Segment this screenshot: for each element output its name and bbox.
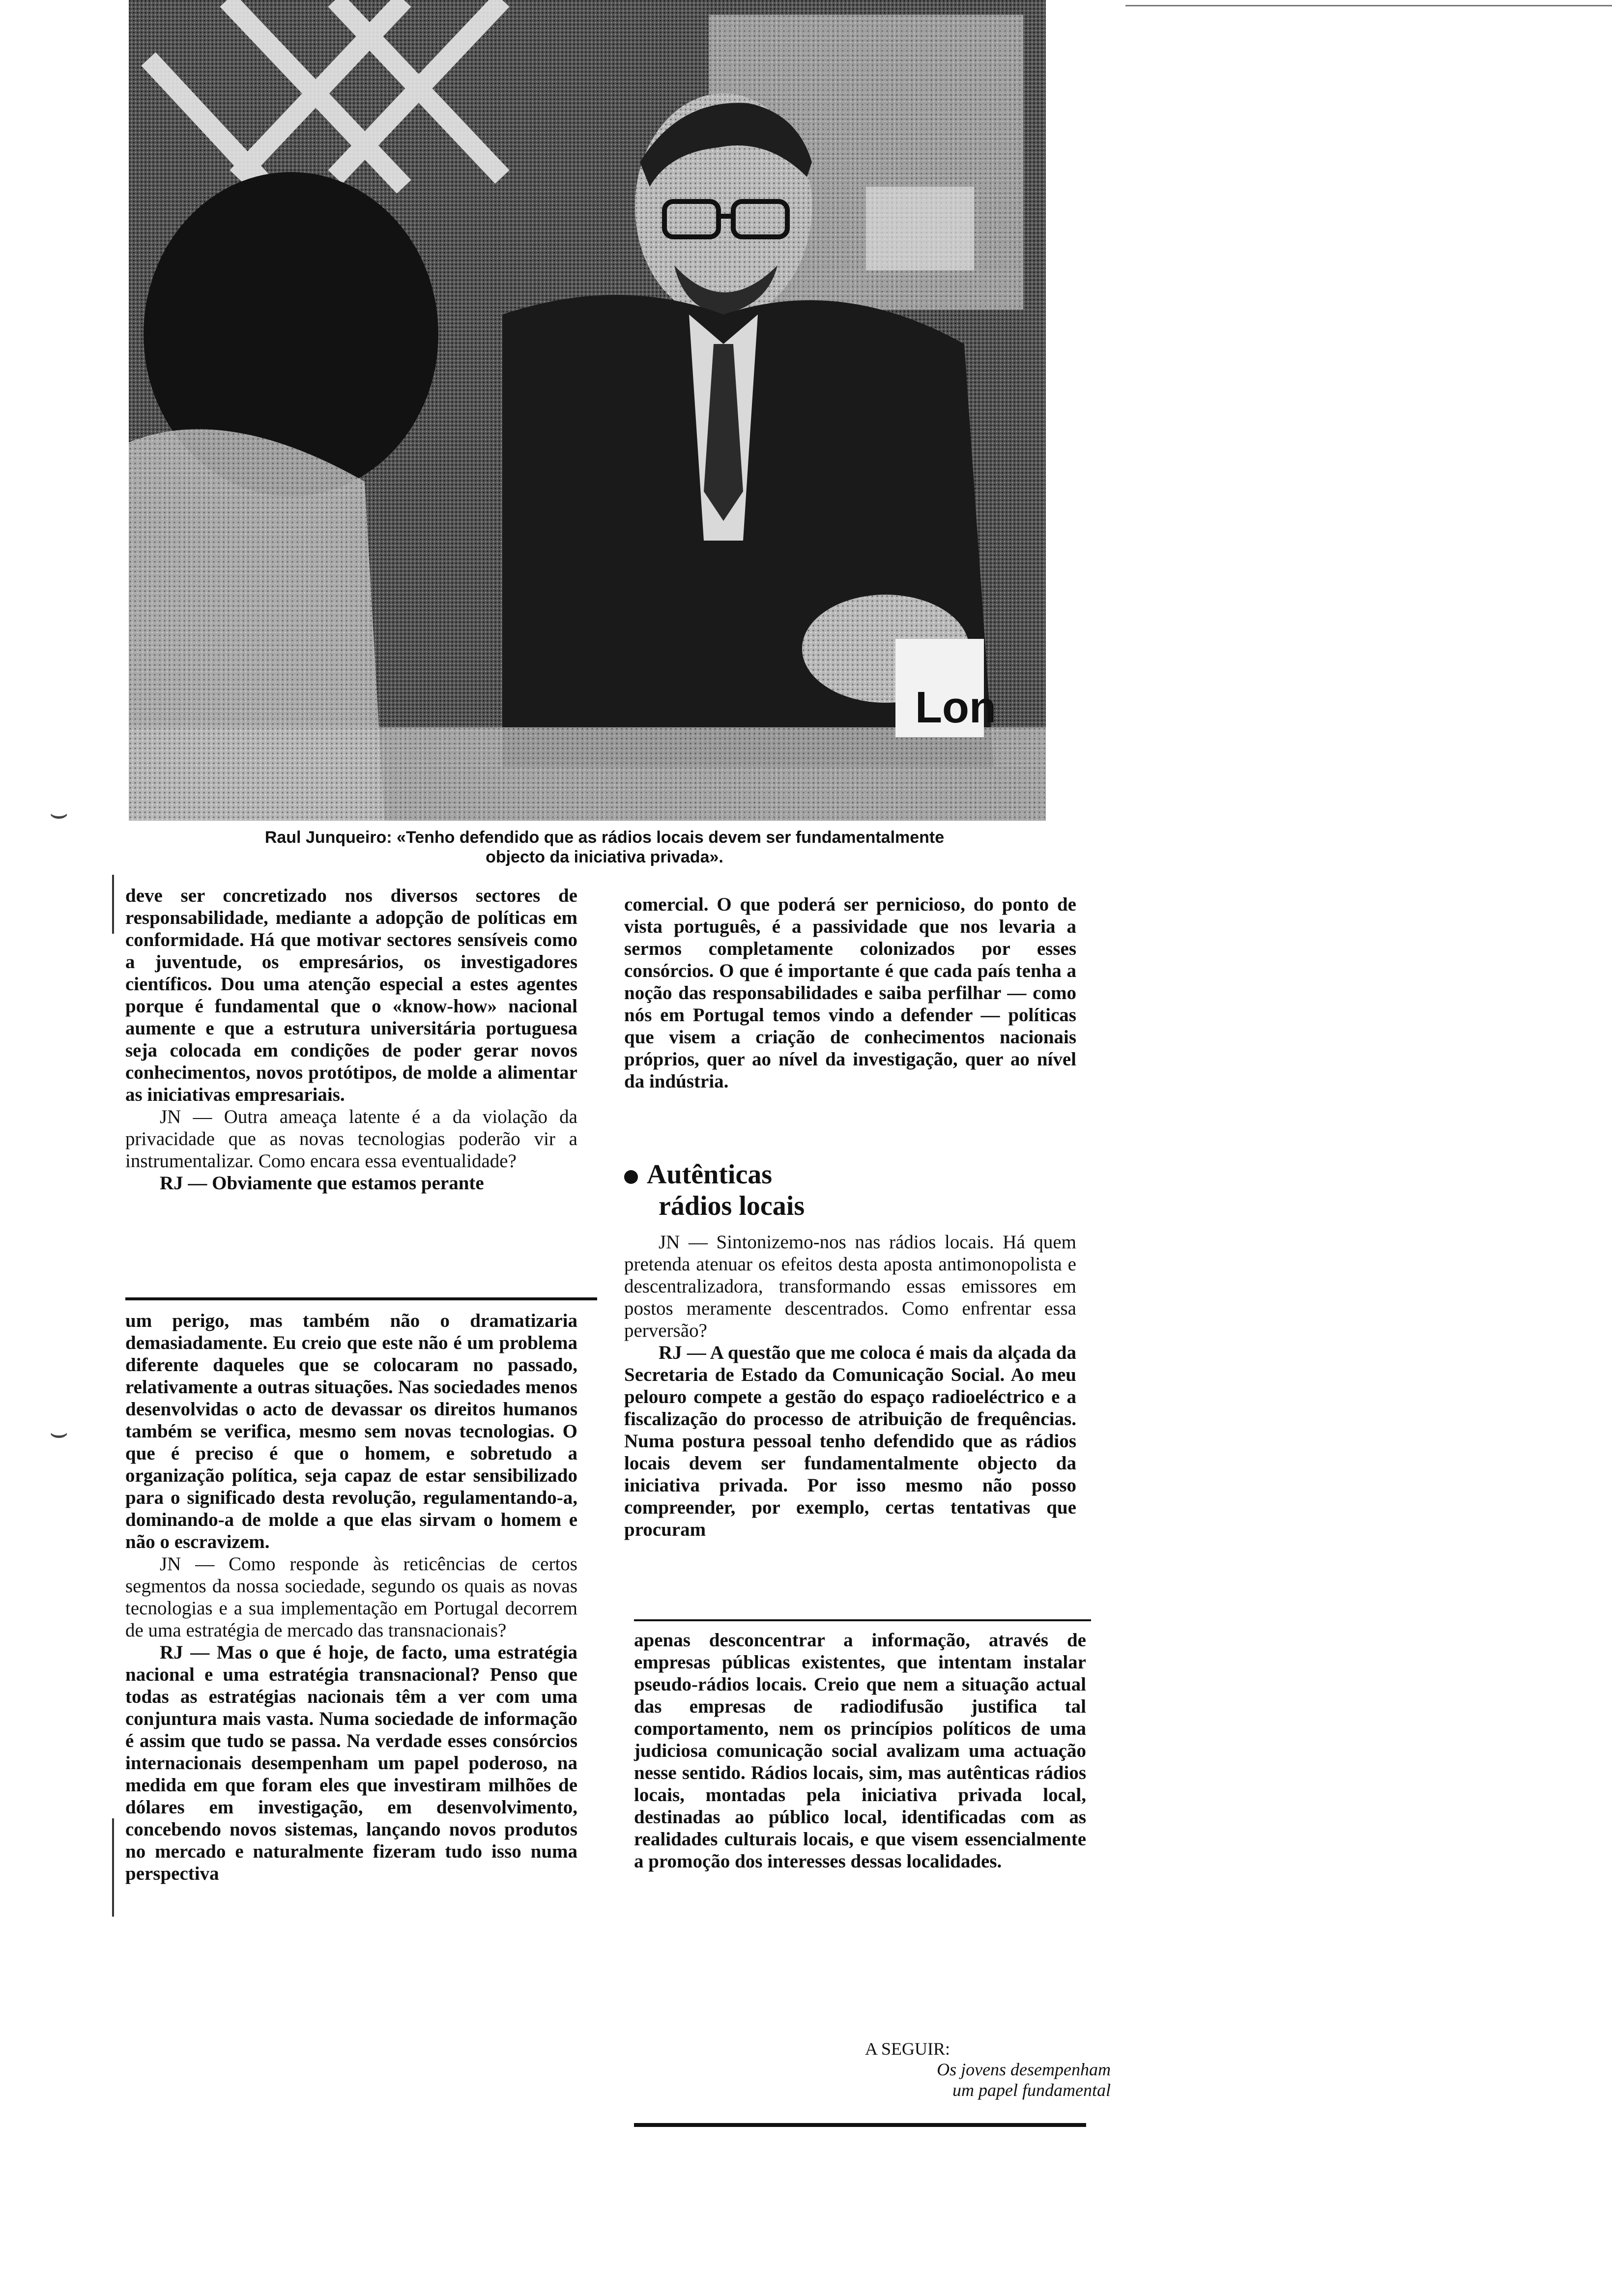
bullet-icon — [624, 1170, 638, 1184]
paragraph: deve ser concretizado nos diversos sectores de responsabilidade, mediante a adopção de políticas em conformidade. Há que motivar sectores sensíveis como a juventude, os empresários, os investigadores científicos. Dou uma atenção especial a estes agentes porque é fundamental que o «know-how» nacional aumente e que a estrutura universitária portuguesa seja colocada em condições de poder gerar novos conhecimentos, novos protótipos, de molde a alimentar as iniciativas empresariais. — [125, 885, 577, 1105]
article-photo — [129, 0, 1046, 821]
column-right-top — [624, 893, 1076, 1092]
next-part-note — [855, 2038, 1111, 2100]
caption-line-2: objecto da iniciativa privada». — [486, 848, 723, 866]
column-rule — [125, 1297, 597, 1300]
paragraph: JN — Como responde às reticências de certos segmentos da nossa sociedade, segundo os quais as novas tecnologias e a sua implementação em Portugal decorrem de uma estratégia de mercado das transnacionais? — [125, 1553, 577, 1641]
column-left-top — [125, 885, 577, 1194]
next-label: A SEGUIR: — [865, 2039, 950, 2059]
paragraph: um perigo, mas também não o dramatizaria demasiadamente. Eu creio que este não é um problema diferente daqueles que se colocaram no passado, relativamente a outras situações. Nas sociedades menos desenvolvidas o acto de devassar os direitos humanos também se verifica, mesmo sem novas tecnologias. O que é preciso é que o homem, e sobretudo a organização política, seja capaz de estar sensibilizado para o significado desta revolução, regulamentando-a, dominando-a de molde a que elas sirvam o homem e não o escravizem. — [125, 1310, 577, 1552]
scan-edge-line — [1125, 5, 1612, 6]
column-right-mid — [624, 1231, 1076, 1541]
photo-illustration — [129, 0, 1046, 821]
scan-mark: ⌣ — [49, 797, 69, 830]
paragraph: JN — Sintonizemo-nos nas rádios locais. Há quem pretenda atenuar os efeitos desta aposta antimonopolista e descentralizadora, transformando essas emissores em postos meramente descentrados. Como enfrentar essa perversão? — [624, 1232, 1076, 1341]
photo-caption — [147, 828, 1062, 867]
heading-line-1: Autênticas — [647, 1159, 773, 1190]
section-heading — [624, 1159, 968, 1222]
margin-tick — [112, 875, 114, 934]
paragraph: apenas desconcentrar a informação, através de empresas públicas existentes, que intentam instalar pseudo-rádios locais. Creio que nem a situação actual das empresas de radiodifusão justifica tal comportamento, nem os princípios políticos de uma judiciosa comunicação social avalizam uma actuação nesse sentido. Rádios locais, sim, mas autênticas rádios locais, montadas pela iniciativa privada local, destinadas ao público local, identificadas com as realidades culturais locais, e que visem essencialmente a promoção dos interesses dessas localidades. — [634, 1630, 1086, 1872]
column-rule — [634, 1619, 1091, 1621]
paragraph: RJ — Obviamente que estamos perante — [160, 1173, 484, 1194]
paragraph: JN — Outra ameaça latente é a da violação da privacidade que as novas tecnologias poderão vir a instrumentalizar. Como encara essa eventualidade? — [125, 1106, 577, 1172]
caption-line-1: Raul Junqueiro: «Tenho defendido que as rádios locais devem ser fundamentalmente — [264, 828, 945, 847]
footer-rule — [634, 2123, 1086, 2127]
paragraph: comercial. O que poderá ser pernicioso, do ponto de vista português, é a passividade que nos levaria a sermos completamente colonizados por esses consórcios. O que é importante é que cada país tenha a noção das responsabilidades e saiba perfilhar — como nós em Portugal temos vindo a defender — políticas que visem a criação de conhecimentos nacionais próprios, quer ao nível da investigação, quer ao nível da indústria. — [624, 894, 1076, 1092]
column-left-bottom — [125, 1310, 577, 1885]
next-subtitle-line-1: Os jovens desempenham — [937, 2060, 1111, 2079]
column-right-bottom — [634, 1629, 1086, 1872]
next-subtitle-line-2: um papel fundamental — [952, 2080, 1111, 2100]
paragraph: RJ — A questão que me coloca é mais da alçada da Secretaria de Estado da Comunicação Social. Ao meu pelouro compete a gestão do espaço radioeléctrico e a fiscalização do processo de atribuição de frequências. Numa postura pessoal tenho defendido que as rádios locais devem ser fundamentalmente objecto da iniciativa privada. Por isso mesmo não posso compreender, por exemplo, certas tentativas que procuram — [624, 1342, 1076, 1540]
scan-mark: ⌣ — [49, 1416, 69, 1449]
paragraph: RJ — Mas o que é hoje, de facto, uma estratégia nacional e uma estratégia transnacional? Penso que todas as estratégias nacionais têm a ver com uma conjuntura mais vasta. Numa sociedade de informação é assim que tudo se passa. Na verdade esses consórcios internacionais desempenham um papel poderoso, na medida em que foram eles que investiram milhões de dólares em investigação, em desenvolvimento, concebendo novos sistemas, lançando novos produtos no mercado e naturalmente fizeram tudo isso numa perspectiva — [125, 1642, 577, 1884]
heading-line-2: rádios locais — [659, 1191, 805, 1221]
mug-label: Lon — [915, 683, 996, 732]
margin-tick — [112, 1818, 114, 1917]
